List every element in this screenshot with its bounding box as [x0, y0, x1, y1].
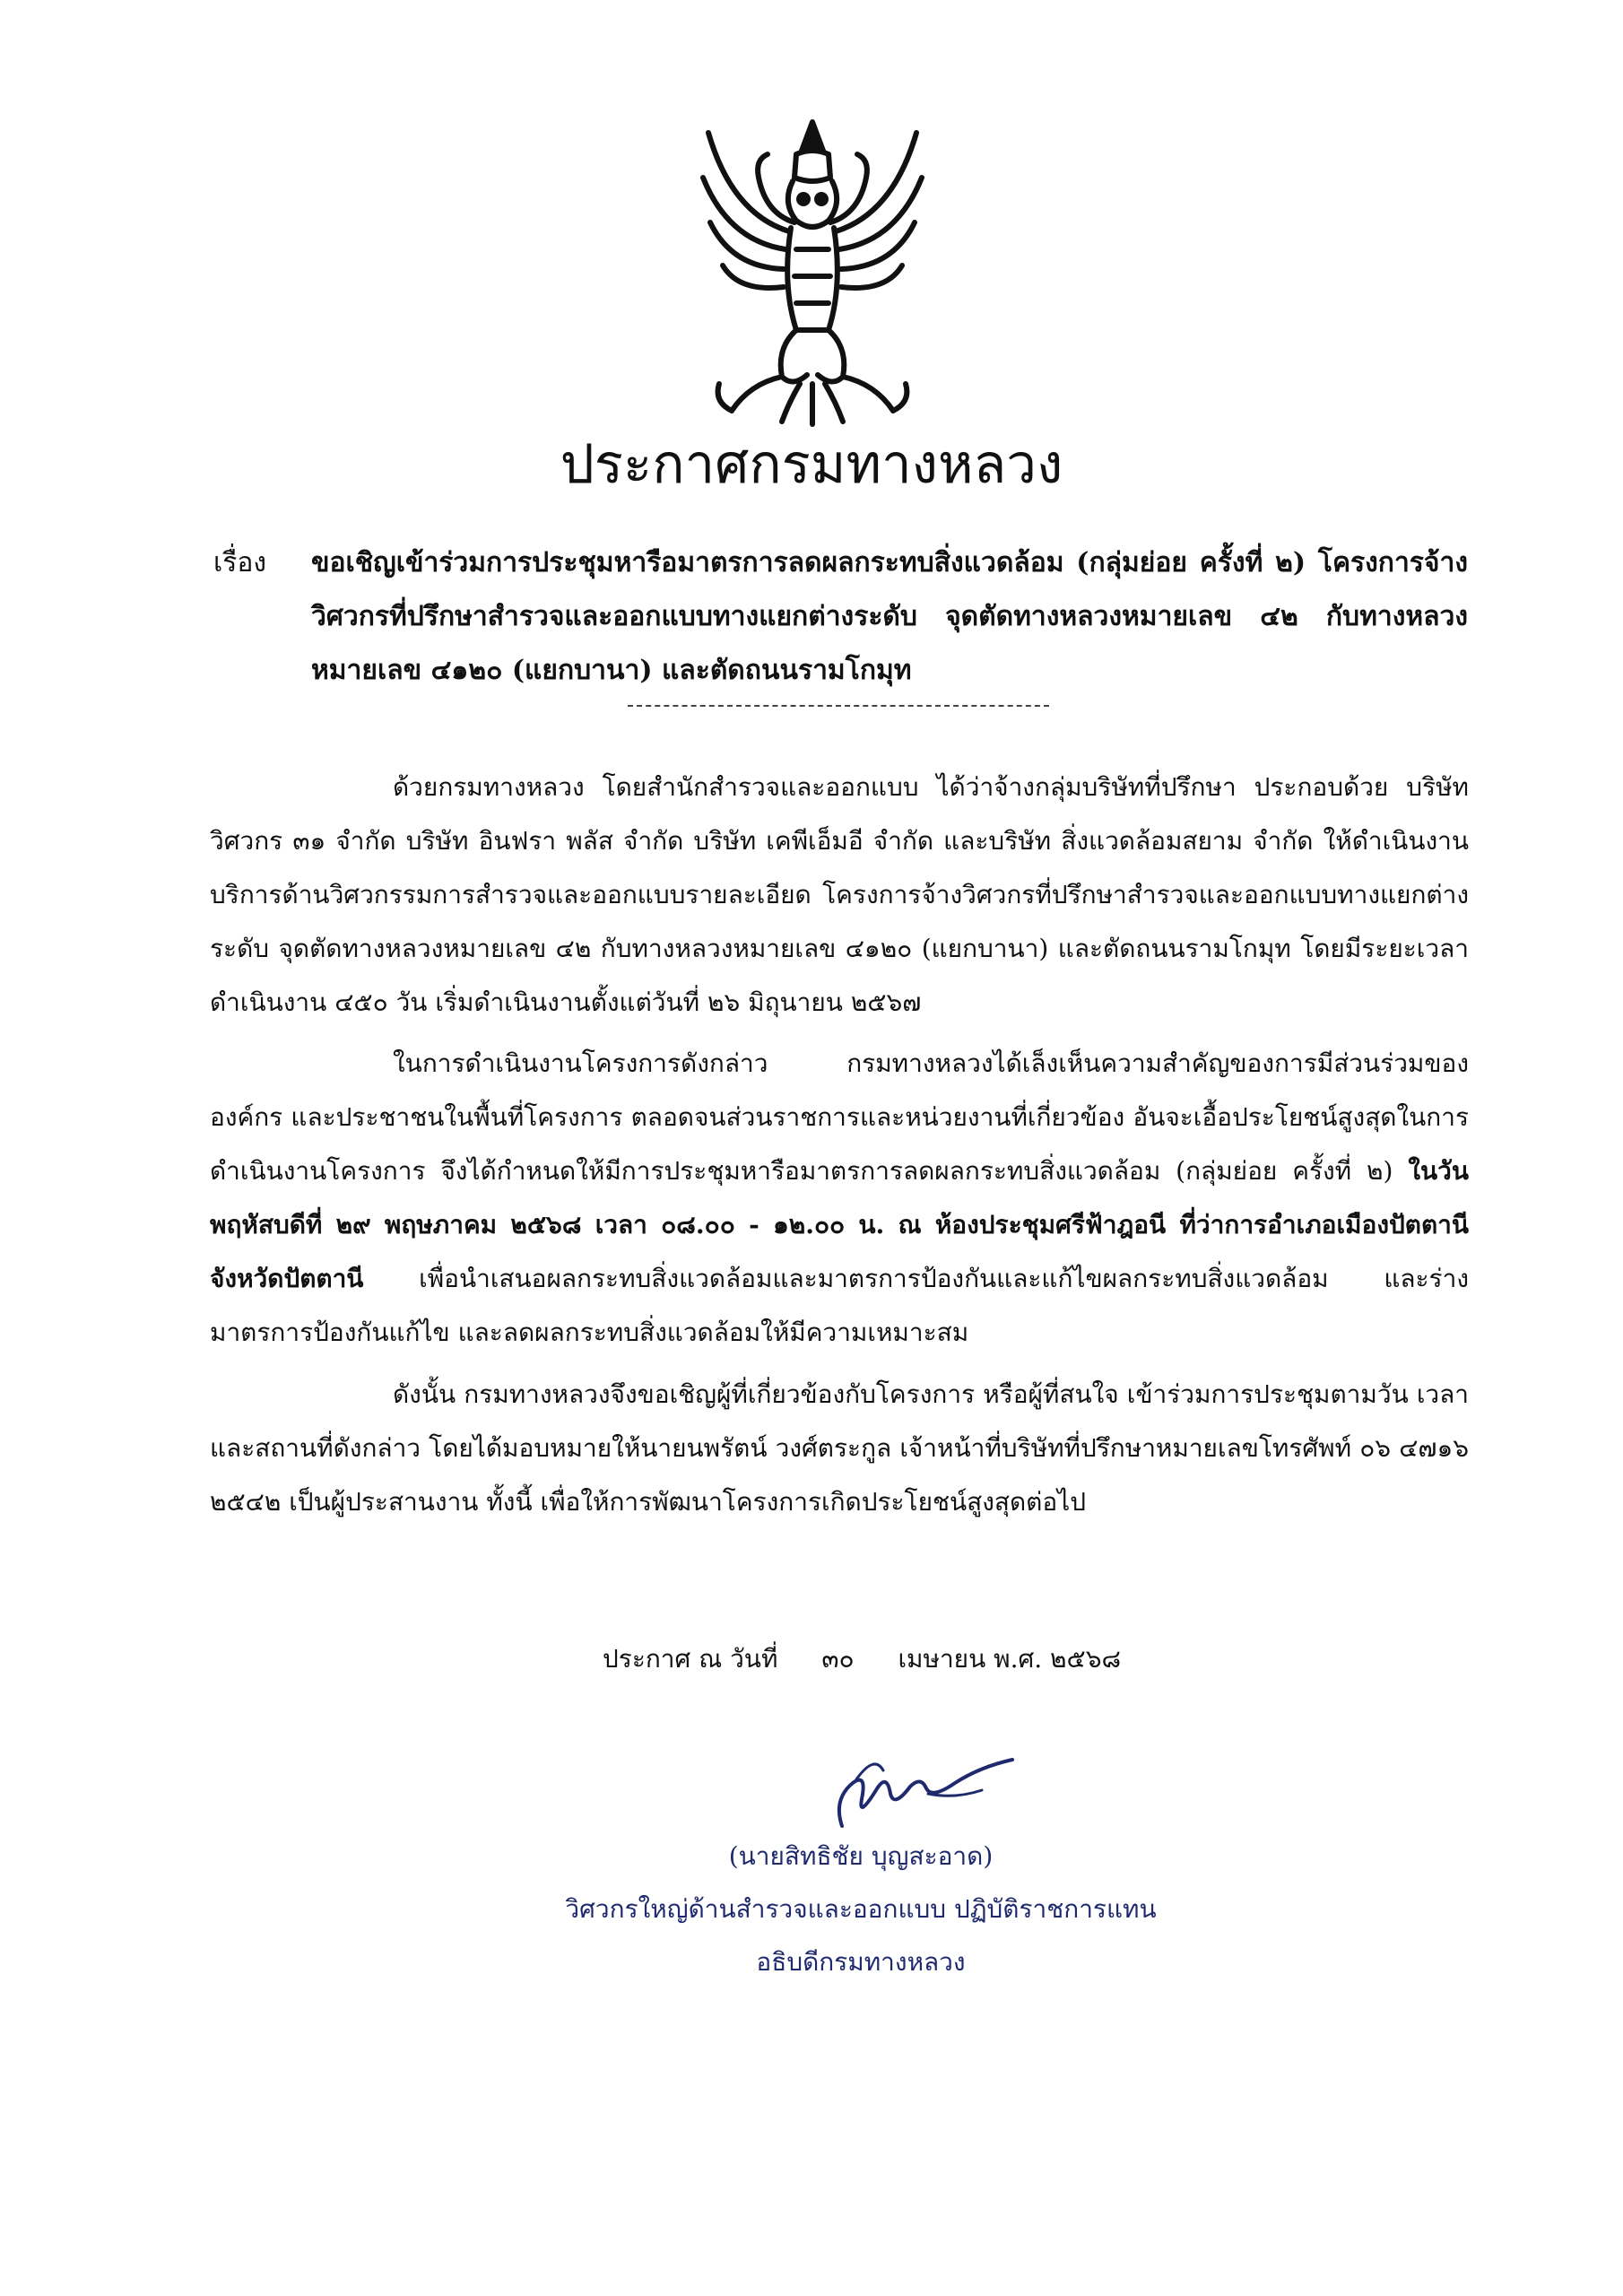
subject-text: ขอเชิญเข้าร่วมการประชุมหารือมาตรการลดผลกระทบสิ่งแวดล้อม (กลุ่มย่อย ครั้งที่ ๒) โครงการจ้างวิศวกรที่ปรึกษาสำรวจและออกแบบทางแยกต่างระดับ จุดตัดทางหลวงหมายเลข ๔๒ กับทางหลวงหมายเลข ๔๑๒๐ (แยกบานา) และตัดถนนรามโกมุท [311, 547, 1468, 686]
paragraph-invitation: ดังนั้น กรมทางหลวงจึงขอเชิญผู้ที่เกี่ยวข้องกับโครงการ หรือผู้ที่สนใจ เข้าร่วมการประชุมตามวัน เวลา และสถานที่ดังกล่าว โดยได้มอบหมายให้นายนพรัตน์ วงศ์ตระกูล เจ้าหน้าที่บริษัทที่ปรึกษาหมายเลขโทรศัพท์ ๐๖ ๔๗๑๖ ๒๕๔๒ เป็นผู้ประสานงาน ทั้งนี้ เพื่อให้การพัฒนาโครงการเกิดประโยชน์สูงสุดต่อไป [210, 1379, 1469, 1517]
paragraph-background: ด้วยกรมทางหลวง โดยสำนักสำรวจและออกแบบ ได้ว่าจ้างกลุ่มบริษัทที่ปรึกษา ประกอบด้วย บริษัท วิศวกร ๓๑ จำกัด บริษัท อินฟรา พลัส จำกัด บริษัท เคพีเอ็มอี จำกัด และบริษัท สิ่งแวดล้อมสยาม จำกัด ให้ดำเนินงานบริการด้านวิศวกรรมการสำรวจและออกแบบรายละเอียด โครงการจ้างวิศวกรที่ปรึกษาสำรวจและออกแบบทางแยกต่างระดับ จุดตัดทางหลวงหมายเลข ๔๒ กับทางหลวงหมายเลข ๔๑๒๐ (แยกบานา) และตัดถนนรามโกมุท โดยมีระยะเวลาดำเนินงาน ๔๕๐ วัน เริ่มดำเนินงานตั้งแต่วันที่ ๒๖ มิถุนายน ๒๕๖๗ [210, 772, 1469, 1017]
subject-label: เรื่อง [213, 547, 267, 578]
paragraph-meeting-intro: ในการดำเนินงานโครงการดังกล่าว กรมทางหลวงได้เล็งเห็นความสำคัญของการมีส่วนร่วมขององค์กร และประชาชนในพื้นที่โครงการ ตลอดจนส่วนราชการและหน่วยงานที่เกี่ยวข้อง อันจะเอื้อประโยชน์สูงสุดในการดำเนินงานโครงการ จึงได้กำหนดให้มีการประชุมหารือมาตรการลดผลกระทบสิ่งแวดล้อม (กลุ่มย่อย ครั้งที่ ๒) [210, 1048, 1469, 1186]
date-day: ๓๐ [821, 1644, 855, 1674]
paragraph-meeting [210, 1037, 1469, 1360]
signatory-block [502, 1830, 1219, 1988]
garuda-emblem-icon [696, 115, 929, 429]
signatory-position: วิศวกรใหญ่ด้านสำรวจและออกแบบ ปฏิบัติราชการแทน [565, 1894, 1157, 1924]
announcement-title: ประกาศกรมทางหลวง [560, 433, 1063, 496]
signatory-position-department: อธิบดีกรมทางหลวง [756, 1947, 966, 1977]
handwritten-signature-icon [820, 1736, 1027, 1837]
section-divider [628, 705, 1049, 707]
signatory-name: (นายสิทธิชัย บุญสะอาด) [728, 1841, 994, 1871]
date-month-year: เมษายน พ.ศ. ๒๕๖๘ [898, 1644, 1122, 1674]
meeting-date-venue: ในวันพฤหัสบดีที่ ๒๙ พฤษภาคม ๒๕๖๘ เวลา ๐๘.๐๐ - ๑๒.๐๐ น. ณ ห้องประชุมศรีฟ้าฎอนี ที่ว่าการอำเภอเมืองปัตตานี จังหวัดปัตตานี [210, 1156, 1469, 1293]
date-prefix: ประกาศ ณ วันที่ [603, 1644, 778, 1674]
announcement-date [603, 1632, 1121, 1686]
paragraph-meeting-purpose: เพื่อนำเสนอผลกระทบสิ่งแวดล้อมและมาตรการป้องกันและแก้ไขผลกระทบสิ่งแวดล้อม และร่างมาตรการป้องกันแก้ไข และลดผลกระทบสิ่งแวดล้อมให้มีความเหมาะสม [210, 1264, 1469, 1347]
